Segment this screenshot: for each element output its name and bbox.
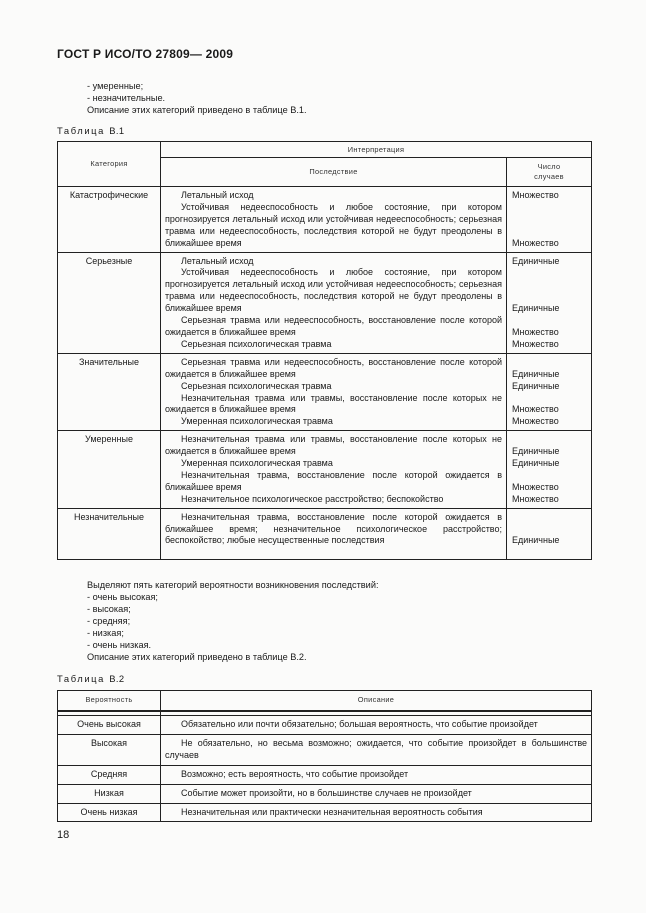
probability-cell: Очень высокая: [58, 716, 161, 735]
table-row: [58, 508, 592, 560]
table-row: [58, 765, 592, 784]
count-line: Множество: [512, 416, 559, 427]
effect-item: Умеренная психологическая травма: [181, 416, 333, 427]
effects-cell: [161, 353, 507, 430]
count-cell: [507, 187, 592, 253]
header-consequence: Последствие: [161, 158, 507, 187]
count-line: Единичные: [512, 368, 560, 379]
count-line: [512, 392, 589, 404]
intro-list-item: - умеренные;: [87, 81, 144, 91]
effect-item: Незначительное психологическое расстройство; беспокойство: [181, 493, 444, 504]
effects-cell: [161, 508, 507, 560]
description-text: Обязательно или почти обязательно; большая вероятность, что событие произойдет: [181, 719, 538, 729]
description-cell: [161, 765, 592, 784]
table-row: [58, 252, 592, 353]
document-header: ГОСТ Р ИСО/ТО 27809— 2009: [57, 47, 234, 61]
description-text: Событие может произойти, но в большинстве случаев не произойдет: [181, 787, 472, 798]
count-line: Множество: [512, 190, 559, 200]
intro-list-item: - незначительные.: [87, 93, 166, 103]
table-b2-caption: [57, 673, 124, 684]
probability-cell: Низкая: [58, 784, 161, 803]
table-row: [58, 734, 592, 765]
count-line: [512, 315, 589, 327]
count-line: Единичные: [512, 535, 560, 546]
caption-number: В.1: [109, 125, 125, 136]
header-count: [507, 158, 592, 187]
caption-word: Таблица: [57, 125, 105, 136]
count-line: Множество: [512, 237, 559, 248]
table-row: [58, 803, 592, 822]
effect-item: Устойчивая недееспособность и любое состояние, при котором прогнозируется летальный исход или устойчивая недееспособность; серьезная травма или недееспособность, последствия которой не будут преодолены в ближайшее время: [165, 267, 502, 314]
effects-cell: [161, 252, 507, 353]
effect-item: Серьезная психологическая травма: [181, 380, 332, 391]
header-description: Описание: [161, 691, 592, 711]
effect-item: Умеренная психологическая травма: [181, 458, 333, 469]
count-cell: [507, 431, 592, 508]
table-b2-reference: Описание этих категорий приведено в таблице В.2.: [87, 652, 307, 662]
effect-item: Летальный исход: [181, 255, 254, 266]
table-b2: [57, 690, 592, 822]
effect-item: Серьезная травма или недееспособность, восстановление после которой ожидается в ближайшее время: [165, 315, 502, 337]
effect-item: Незначительная травма или травмы, восстановление после которых не ожидается в ближайшее время: [165, 392, 502, 415]
effect-item: Серьезная травма или недееспособность, восстановление после которой ожидается в ближайшее время: [165, 356, 502, 379]
table-row: [58, 187, 592, 253]
count-line: Единичные: [512, 458, 560, 468]
effects-cell: [161, 431, 507, 508]
count-cell: [507, 353, 592, 430]
count-line: Единичные: [512, 380, 560, 391]
probability-cell: Средняя: [58, 765, 161, 784]
count-line: [512, 202, 589, 214]
header-probability: Вероятность: [58, 691, 161, 711]
count-line: Единичные: [512, 446, 560, 457]
caption-word: Таблица: [57, 673, 105, 684]
table-row: [58, 431, 592, 508]
probability-list-item: - очень высокая;: [87, 592, 158, 602]
description-cell: [161, 716, 592, 735]
count-line: Множество: [512, 404, 559, 415]
description-cell: [161, 784, 592, 803]
count-line: Множество: [512, 493, 559, 504]
description-text: Не обязательно, но весьма возможно; ожидается, что событие произойдет в большинстве случаев: [165, 737, 587, 760]
count-cell: [507, 508, 592, 560]
count-cell: [507, 252, 592, 353]
probability-list-item: - низкая;: [87, 628, 124, 638]
caption-number: В.2: [109, 673, 125, 684]
category-cell: Серьезные: [58, 252, 161, 353]
table-row: [58, 784, 592, 803]
effect-item: Серьезная психологическая травма: [181, 338, 332, 349]
effect-item: Незначительная травма, восстановление после которой ожидается в ближайшее время: [165, 469, 502, 492]
probability-cell: Высокая: [58, 734, 161, 765]
count-line: [512, 214, 589, 226]
count-line: [512, 267, 589, 279]
table-b1: [57, 141, 592, 560]
count-line: Множество: [512, 326, 559, 337]
count-line: Множество: [512, 481, 559, 492]
category-cell: Значительные: [58, 353, 161, 430]
header-interpretation: Интерпретация: [161, 142, 592, 158]
page-number: 18: [57, 829, 70, 841]
description-cell: [161, 734, 592, 765]
count-line: [512, 226, 589, 238]
probability-intro: Выделяют пять категорий вероятности возникновения последствий:: [87, 580, 379, 590]
effect-item: Незначительная травма, восстановление после которой ожидается в ближайшее время; незначительное психологическое расстройство; беспокойство; любые несущественные последствия: [165, 511, 502, 546]
count-line: [512, 434, 589, 446]
effect-item: Летальный исход: [181, 190, 254, 200]
header-category: Категория: [58, 142, 161, 187]
count-line: [512, 357, 589, 369]
count-line: Единичные: [512, 303, 560, 314]
table-row: [58, 716, 592, 735]
count-line: [512, 279, 589, 291]
count-line: [512, 291, 589, 303]
probability-list-item: - средняя;: [87, 616, 131, 626]
description-text: Незначительная или практически незначительная вероятность события: [181, 806, 483, 817]
count-line: Множество: [512, 338, 559, 349]
effects-cell: [161, 187, 507, 253]
header-count-line: случаев: [534, 172, 564, 181]
category-cell: Умеренные: [58, 431, 161, 508]
category-cell: Катастрофические: [58, 187, 161, 253]
header-count-line: Число: [537, 162, 561, 171]
description-text: Возможно; есть вероятность, что событие произойдет: [181, 768, 409, 779]
probability-list-item: - очень низкая.: [87, 640, 152, 650]
category-cell: Незначительные: [58, 508, 161, 560]
effect-item: Устойчивая недееспособность и любое состояние, при котором прогнозируется летальный исход или устойчивая недееспособность; серьезная травма или недееспособность, последствия которой не будут преодолены в ближайшее время: [165, 201, 502, 248]
table-b1-caption: [57, 125, 124, 136]
table-row: [58, 353, 592, 430]
count-line: [512, 470, 589, 482]
probability-list-item: - высокая;: [87, 604, 131, 614]
description-cell: [161, 803, 592, 822]
count-line: Единичные: [512, 255, 560, 266]
count-line: [512, 524, 589, 536]
probability-cell: Очень низкая: [58, 803, 161, 822]
intro-table-reference: Описание этих категорий приведено в таблице В.1.: [87, 105, 307, 115]
effect-item: Незначительная травма или травмы, восстановление после которых не ожидается в ближайшее время: [165, 434, 502, 457]
count-line: [512, 512, 589, 524]
